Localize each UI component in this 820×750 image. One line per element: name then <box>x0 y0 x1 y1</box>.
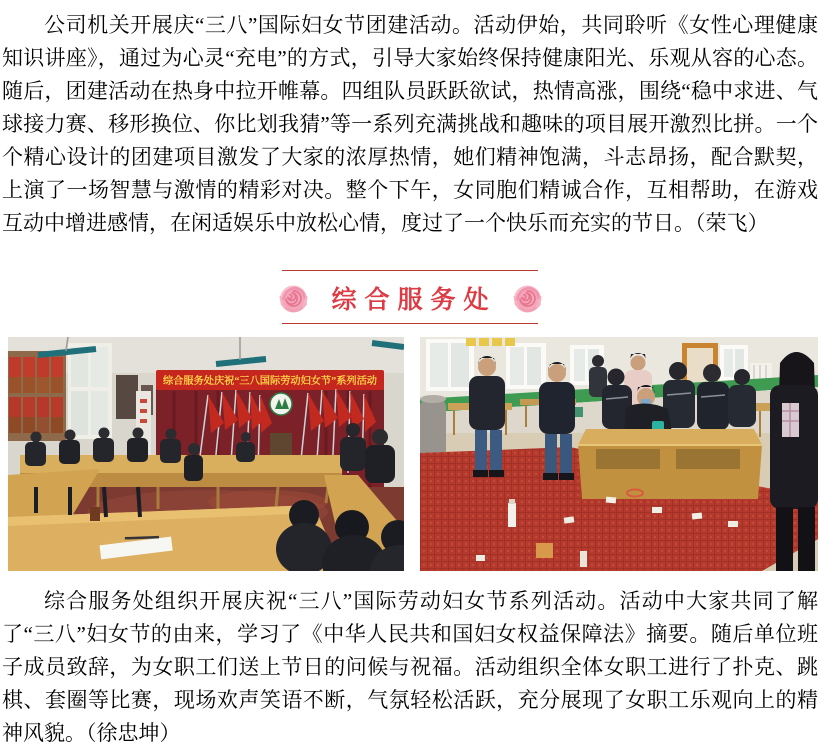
rose-flower-icon <box>511 282 544 315</box>
photo-game-activity <box>420 337 818 571</box>
wall-board <box>116 375 138 419</box>
wooden-counter <box>578 429 762 499</box>
photo-row <box>0 337 820 571</box>
paragraph-team-building: 公司机关开展庆“三八”国际妇女节团建活动。活动伊始，共同聆听《女性心理健康知识讲座》，通过为心灵“充电”的方式，引导大家始终保持健康阳光、乐观从容的心态。随后，团建活动在热身中拉开帷幕。四组队员跃跃欲试，热情高涨，围绕“稳中求进、气球接力赛、移形换位、你比划我猜”等一系列充满挑战和趣味的项目展开激烈比拼。一个个精心设计的团建项目激发了大家的浓厚热情，她们精神饱满，斗志昂扬，配合默契，上演了一场智慧与激情的精彩对决。整个下午，女同胞们精诚合作，互相帮助，在游戏互动中增进感情，在闲适娱乐中放松心情，度过了一个快乐而充实的节日。（荣飞） <box>2 13 818 235</box>
banner-text: 综合服务处庆祝“三八国际劳动妇女节”系列活动 <box>163 376 373 387</box>
photo-meeting-room <box>8 337 404 571</box>
meeting-banner <box>156 370 384 390</box>
award-plaque-wall <box>8 351 66 441</box>
rose-flower-icon <box>277 282 310 315</box>
section-header <box>282 270 538 324</box>
company-logo <box>270 393 292 415</box>
window <box>68 343 112 439</box>
article-body-bottom <box>0 585 820 750</box>
paragraph-service-dept: 综合服务处组织开展庆祝“三八”国际劳动妇女节系列活动。活动中大家共同了解了“三八”妇女节的由来，学习了《中华人民共和国妇女权益保障法》摘要。随后单位班子成员致辞，为女职工们送上节日的问候与祝福。活动组织全体女职工进行了扑克、跳棋、套圈等比赛，现场欢声笑语不断，气氛轻松活跃，充分展现了女职工乐观向上的精神风貌。（徐忠坤） <box>2 589 818 745</box>
article-body-top <box>0 0 820 240</box>
section-title: 综合服务处 <box>331 287 497 314</box>
